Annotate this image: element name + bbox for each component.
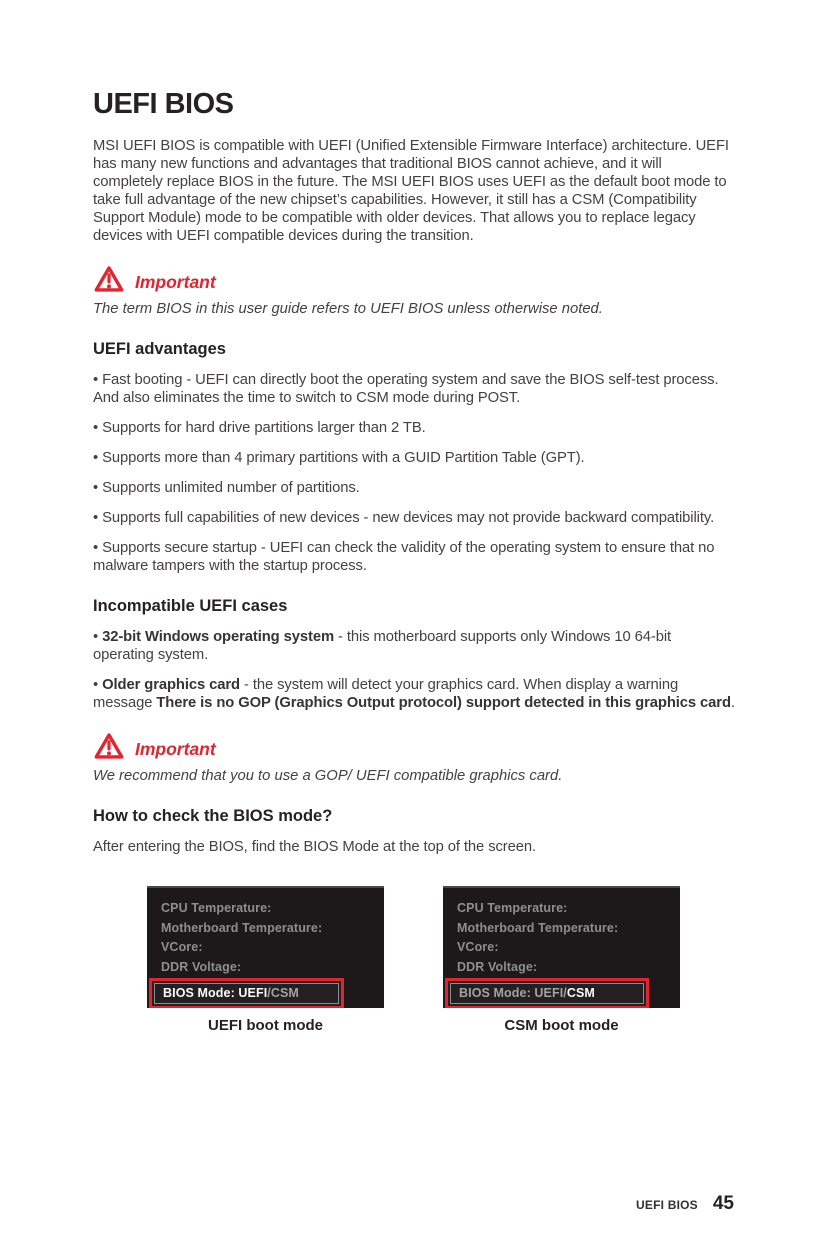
important-label: Important — [135, 272, 216, 292]
incompatible-bullet: • 32-bit Windows operating system - this motherboard supports only Windows 10 64-bit operating system. — [93, 628, 735, 664]
important-note: We recommend that you to use a GOP/ UEFI compatible graphics card. — [93, 768, 563, 784]
section-heading-incompatible-cases: Incompatible UEFI cases — [93, 597, 288, 615]
check-bios-mode-paragraph: After entering the BIOS, find the BIOS Mode at the top of the screen. — [93, 839, 537, 855]
advantage-bullet: • Supports secure startup - UEFI can check the validity of the operating system to ensure that no malware tampers with the startup process. — [93, 539, 735, 575]
screen-row-motherboard-temperature: Motherboard Temperature: — [457, 920, 619, 935]
warning-triangle-icon — [93, 732, 125, 761]
incompatible-bullet: • Older graphics card - the system will detect your graphics card. When display a warning message There is no GOP (Graphics Output protocol) support detected in this graphics card. — [93, 676, 735, 712]
bios-mode-highlight-box — [445, 978, 649, 1008]
advantage-bullet: • Supports unlimited number of partitions. — [93, 479, 735, 497]
intro-paragraph: MSI UEFI BIOS is compatible with UEFI (Unified Extensible Firmware Interface) architecture. UEFI has many new functions and advantages that traditional BIOS cannot achieve, and it will completely replace BIOS in the future. The MSI UEFI BIOS uses UEFI as the default boot mode to take full advantage of the new chipset’s capabilities. However, it still has a CSM (Compatibility Support Module) mode to be compatible with older devices. That allows you to replace legacy devices with UEFI compatible devices during the transition. — [93, 138, 729, 244]
warning-triangle-icon — [93, 265, 125, 294]
footer-page-number: 45 — [712, 1193, 734, 1214]
bios-mode-highlight-box — [149, 978, 344, 1008]
screen-row-vcore: VCore: — [161, 940, 203, 954]
page-title: UEFI BIOS — [93, 88, 234, 120]
important-note: The term BIOS in this user guide refers to UEFI BIOS unless otherwise noted. — [93, 301, 603, 317]
bios-screenshot-uefi — [147, 886, 384, 1008]
bios-mode-row: BIOS Mode: UEFI/CSM — [450, 983, 644, 1004]
screen-row-motherboard-temperature: Motherboard Temperature: — [161, 920, 323, 935]
page-footer — [636, 1193, 734, 1215]
important-label: Important — [135, 739, 216, 759]
advantage-bullet: • Supports more than 4 primary partitions with a GUID Partition Table (GPT). — [93, 449, 735, 467]
important-callout-1 — [93, 265, 735, 294]
bios-mode-row: BIOS Mode: UEFI/CSM — [154, 983, 339, 1004]
screen-row-cpu-temperature: CPU Temperature: — [161, 901, 272, 915]
bios-screenshots-row — [93, 886, 735, 1034]
screen-row-ddr-voltage: DDR Voltage: — [457, 959, 538, 974]
footer-section-label: UEFI BIOS — [636, 1198, 698, 1212]
page-content — [93, 88, 735, 1034]
screen-caption-uefi: UEFI boot mode — [208, 1017, 323, 1034]
advantage-bullet: • Supports full capabilities of new devices - new devices may not provide backward compatibility. — [93, 509, 735, 527]
bios-screenshot-csm — [443, 886, 680, 1008]
advantage-bullet: • Supports for hard drive partitions larger than 2 TB. — [93, 419, 735, 437]
screen-row-cpu-temperature: CPU Temperature: — [457, 901, 568, 915]
figure-uefi-boot-mode — [147, 886, 384, 1034]
advantage-bullet: • Fast booting - UEFI can directly boot the operating system and save the BIOS self-test process. And also eliminates the time to switch to CSM mode during POST. — [93, 371, 735, 407]
important-callout-2 — [93, 732, 735, 761]
screen-caption-csm: CSM boot mode — [504, 1017, 619, 1034]
section-heading-check-bios-mode: How to check the BIOS mode? — [93, 807, 333, 825]
screen-row-vcore: VCore: — [457, 940, 499, 954]
figure-csm-boot-mode — [443, 886, 680, 1034]
section-heading-uefi-advantages: UEFI advantages — [93, 340, 226, 358]
screen-row-ddr-voltage: DDR Voltage: — [161, 959, 242, 974]
